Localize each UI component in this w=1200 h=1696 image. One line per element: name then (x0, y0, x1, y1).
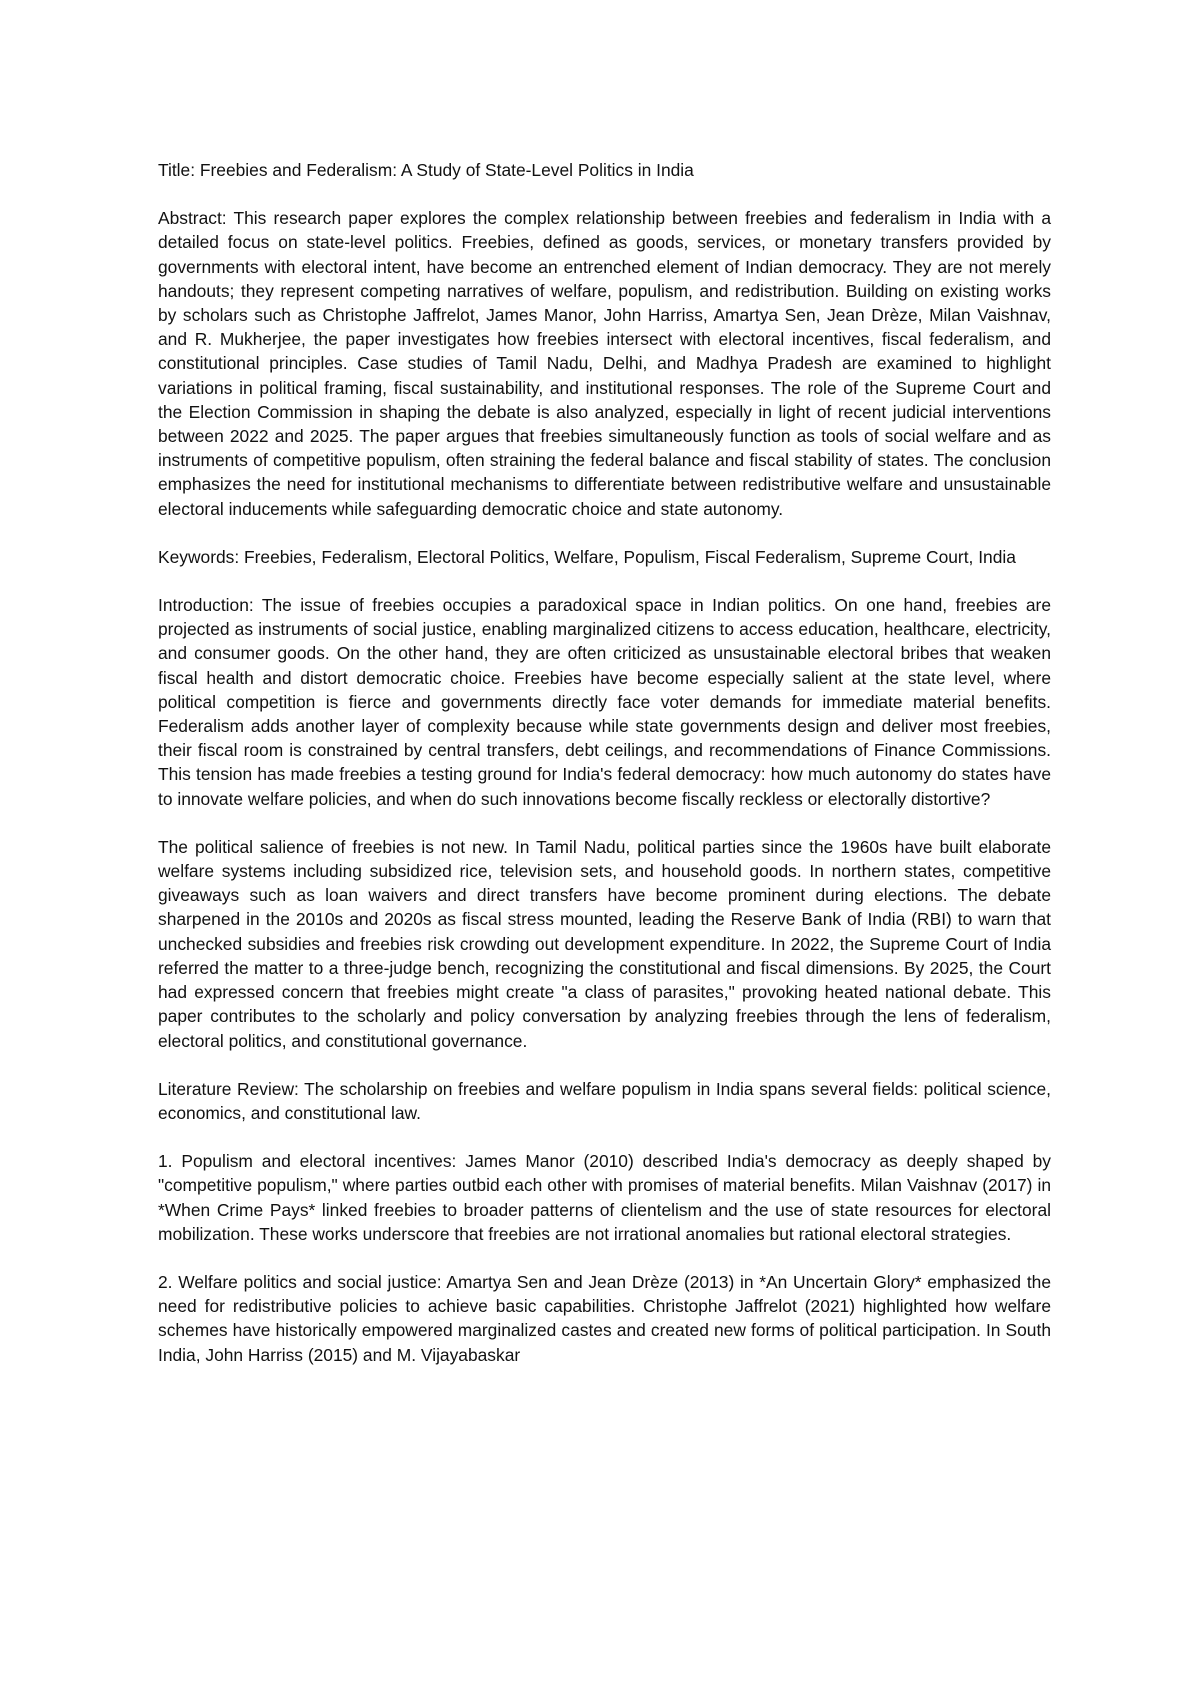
abstract-paragraph: Abstract: This research paper explores the complex relationship between freebies and federalism in India with a detailed focus on state-level politics. Freebies, defined as goods, services, or monetary transfers provided by governments with electoral intent, have become an entrenched element of Indian democracy. They are not merely handouts; they represent competing narratives of welfare, populism, and redistribution. Building on existing works by scholars such as Christophe Jaffrelot, James Manor, John Harriss, Amartya Sen, Jean Drèze, Milan Vaishnav, and R. Mukherjee, the paper investigates how freebies intersect with electoral incentives, fiscal federalism, and constitutional principles. Case studies of Tamil Nadu, Delhi, and Madhya Pradesh are examined to highlight variations in political framing, fiscal sustainability, and institutional responses. The role of the Supreme Court and the Election Commission in shaping the debate is also analyzed, especially in light of recent judicial interventions between 2022 and 2025. The paper argues that freebies simultaneously function as tools of social welfare and as instruments of competitive populism, often straining the federal balance and fiscal stability of states. The conclusion emphasizes the need for institutional mechanisms to differentiate between redistributive welfare and unsustainable electoral inducements while safeguarding democratic choice and state autonomy. (158, 208, 1051, 519)
document-page (158, 158, 1051, 1367)
literature-item-1: 1. Populism and electoral incentives: James Manor (2010) described India's democracy as deeply shaped by "competitive populism," where parties outbid each other with promises of material benefits. Milan Vaishnav (2017) in *When Crime Pays* linked freebies to broader patterns of clientelism and the use of state resources for electoral mobilization. These works underscore that freebies are not irrational anomalies but rational electoral strategies. (158, 1151, 1051, 1244)
keywords-paragraph: Keywords: Freebies, Federalism, Electoral Politics, Welfare, Populism, Fiscal Federalism, Supreme Court, India (158, 546, 1016, 567)
introduction-paragraph: Introduction: The issue of freebies occupies a paradoxical space in Indian politics. On one hand, freebies are projected as instruments of social justice, enabling marginalized citizens to access education, healthcare, electricity, and consumer goods. On the other hand, they are often criticized as unsustainable electoral bribes that weaken fiscal health and distort democratic choice. Freebies have become especially salient at the state level, where political competition is fierce and governments directly face voter demands for immediate material benefits. Federalism adds another layer of complexity because while state governments design and deliver most freebies, their fiscal room is constrained by central transfers, debt ceilings, and recommendations of Finance Commissions. This tension has made freebies a testing ground for India's federal democracy: how much autonomy do states have to innovate welfare policies, and when do such innovations become fiscally reckless or electorally distortive? (158, 595, 1051, 809)
political-salience-paragraph: The political salience of freebies is not new. In Tamil Nadu, political parties since the 1960s have built elaborate welfare systems including subsidized rice, television sets, and household goods. In northern states, competitive giveaways such as loan waivers and direct transfers have become prominent during elections. The debate sharpened in the 2010s and 2020s as fiscal stress mounted, leading the Reserve Bank of India (RBI) to warn that unchecked subsidies and freebies risk crowding out development expenditure. In 2022, the Supreme Court of India referred the matter to a three-judge bench, recognizing the constitutional and fiscal dimensions. By 2025, the Court had expressed concern that freebies might create "a class of parasites," provoking heated national debate. This paper contributes to the scholarly and policy conversation by analyzing freebies through the lens of federalism, electoral politics, and constitutional governance. (158, 836, 1051, 1051)
literature-review-paragraph: Literature Review: The scholarship on freebies and welfare populism in India spans several fields: political science, economics, and constitutional law. (158, 1078, 1051, 1123)
paper-title: Title: Freebies and Federalism: A Study of State-Level Politics in India (158, 160, 694, 180)
literature-item-2: 2. Welfare politics and social justice: Amartya Sen and Jean Drèze (2013) in *An Uncertain Glory* emphasized the need for redistributive policies to achieve basic capabilities. Christophe Jaffrelot (2021) highlighted how welfare schemes have historically empowered marginalized castes and created new forms of political participation. In South India, John Harriss (2015) and M. Vijayabaskar (158, 1271, 1051, 1365)
